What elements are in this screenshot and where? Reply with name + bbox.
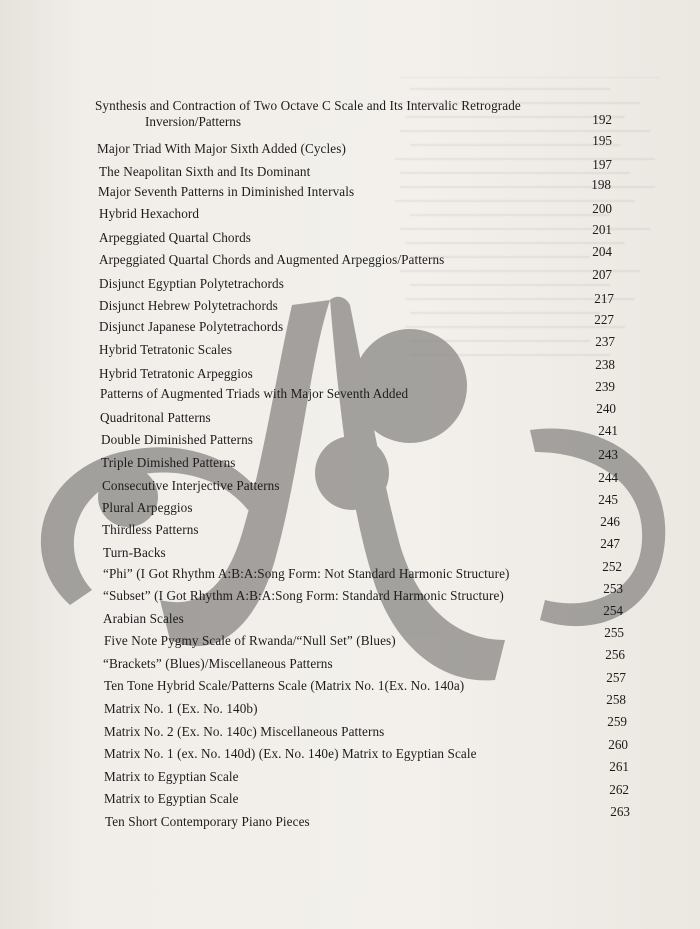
toc-entry bbox=[99, 366, 253, 382]
toc-page-number: 263 bbox=[610, 804, 630, 819]
toc-entry bbox=[99, 230, 251, 246]
toc-page-number: 207 bbox=[592, 267, 612, 282]
toc-page-number: 195 bbox=[592, 133, 612, 148]
toc-page-number: 260 bbox=[608, 737, 628, 752]
toc-entry bbox=[101, 455, 236, 471]
toc-entry-title: Arpeggiated Quartal Chords and Augmented Arpeggios/Patterns bbox=[99, 252, 445, 267]
toc-entry bbox=[103, 656, 333, 672]
toc-entry-title: “Phi” (I Got Rhythm A:B:A:Song Form: Not Standard Harmonic Structure) bbox=[103, 566, 510, 581]
toc-entry-title: Hybrid Hexachord bbox=[99, 206, 200, 221]
toc-page-number: 261 bbox=[609, 759, 629, 774]
toc-page-number: 217 bbox=[594, 291, 614, 306]
toc-entry-title: Matrix No. 1 (Ex. No. 140b) bbox=[104, 701, 258, 716]
toc-page-number: 243 bbox=[598, 447, 618, 462]
toc-entry-title: Ten Short Contemporary Piano Pieces bbox=[105, 814, 310, 829]
toc-page-number: 244 bbox=[598, 470, 618, 485]
toc-entry bbox=[99, 342, 232, 358]
toc-page-number: 245 bbox=[598, 492, 618, 507]
toc-entry-title: Hybrid Tetratonic Arpeggios bbox=[99, 366, 253, 381]
toc-page-number: 238 bbox=[595, 357, 615, 372]
toc-entry bbox=[97, 141, 346, 157]
toc-entry bbox=[104, 746, 477, 762]
toc-page-number: 192 bbox=[592, 112, 612, 127]
toc-entry-title: Matrix to Egyptian Scale bbox=[104, 791, 239, 806]
toc-page-number: 253 bbox=[603, 581, 623, 596]
toc-entry-title: Disjunct Egyptian Polytetrachords bbox=[99, 276, 284, 291]
toc-entry bbox=[104, 791, 239, 807]
toc-page-number: 240 bbox=[596, 401, 616, 416]
toc-page-number: 254 bbox=[603, 603, 623, 618]
toc-page-number: 198 bbox=[591, 177, 611, 192]
toc-entry-title: Triple Dimished Patterns bbox=[101, 455, 236, 470]
toc-entry bbox=[104, 633, 396, 649]
toc-entry-title: Ten Tone Hybrid Scale/Patterns Scale (Matrix No. 1(Ex. No. 140a) bbox=[104, 678, 465, 693]
toc-page-number: 200 bbox=[592, 201, 612, 216]
toc-entry-title: “Subset” (I Got Rhythm A:B:A:Song Form: Standard Harmonic Structure) bbox=[103, 588, 504, 603]
toc-page-number: 252 bbox=[602, 559, 622, 574]
toc-page-number: 262 bbox=[609, 782, 629, 797]
toc-entry-subtitle: Inversion/Patterns bbox=[145, 114, 241, 129]
toc-entry bbox=[99, 164, 310, 180]
toc-page-number: 246 bbox=[600, 514, 620, 529]
toc-entry bbox=[105, 814, 310, 830]
toc-entry bbox=[102, 500, 193, 516]
toc-entry-title: Matrix No. 1 (ex. No. 140d) (Ex. No. 140e) Matrix to Egyptian Scale bbox=[104, 746, 477, 761]
toc-page-number: 257 bbox=[606, 670, 626, 685]
toc-entry bbox=[104, 678, 464, 694]
toc-entry bbox=[99, 276, 284, 292]
toc-entry-title: Plural Arpeggios bbox=[102, 500, 193, 515]
toc-entry-title: Disjunct Hebrew Polytetrachords bbox=[99, 298, 278, 313]
toc-entry-title: Matrix No. 2 (Ex. No. 140c) Miscellaneous Patterns bbox=[104, 724, 385, 739]
toc-entry-title: Major Seventh Patterns in Diminished Intervals bbox=[98, 184, 355, 199]
toc-entry bbox=[104, 724, 384, 740]
toc-entry bbox=[101, 432, 253, 448]
toc-entry-title: Thirdless Patterns bbox=[102, 522, 199, 537]
toc-entry bbox=[98, 184, 354, 200]
toc-page-number: 259 bbox=[607, 714, 627, 729]
toc-page-number: 227 bbox=[594, 312, 614, 327]
toc-page-number: 255 bbox=[604, 625, 624, 640]
toc-page-number: 239 bbox=[595, 379, 615, 394]
toc-page-number: 258 bbox=[606, 692, 626, 707]
toc-entry-title: Consecutive Interjective Patterns bbox=[102, 478, 280, 493]
toc-entry bbox=[100, 386, 408, 402]
toc-page-number: 201 bbox=[592, 222, 612, 237]
toc-entry-title: Synthesis and Contraction of Two Octave C Scale and Its Intervalic Retrograde bbox=[95, 98, 521, 113]
toc-entry bbox=[95, 98, 521, 130]
toc-entry bbox=[99, 319, 283, 335]
toc-entry bbox=[103, 545, 166, 561]
toc-entry-title: Patterns of Augmented Triads with Major Seventh Added bbox=[100, 386, 409, 401]
toc-entry bbox=[102, 522, 199, 538]
toc-entry bbox=[100, 410, 211, 426]
toc-entry bbox=[104, 769, 239, 785]
toc-entry bbox=[103, 566, 510, 582]
toc-page-number: 197 bbox=[592, 157, 612, 172]
toc-entry-title: The Neapolitan Sixth and Its Dominant bbox=[99, 164, 311, 179]
toc-page-number: 247 bbox=[600, 536, 620, 551]
toc-entry-title: Turn-Backs bbox=[103, 545, 166, 560]
toc-entry bbox=[103, 588, 504, 604]
toc-entry-title: Hybrid Tetratonic Scales bbox=[99, 342, 233, 357]
toc-entry-title: Five Note Pygmy Scale of Rwanda/“Null Set” (Blues) bbox=[104, 633, 396, 648]
toc-entry bbox=[103, 611, 184, 627]
toc-entry-title: Arabian Scales bbox=[103, 611, 184, 626]
toc-page-number: 204 bbox=[592, 244, 612, 259]
toc-entry bbox=[99, 298, 278, 314]
toc-entry-title: Major Triad With Major Sixth Added (Cycles) bbox=[97, 141, 346, 156]
toc-entry bbox=[102, 478, 280, 494]
toc-page-number: 237 bbox=[595, 334, 615, 349]
toc-page-number: 241 bbox=[598, 423, 618, 438]
toc-entry-title: “Brackets” (Blues)/Miscellaneous Patterns bbox=[103, 656, 333, 671]
toc-entry bbox=[99, 206, 199, 222]
toc-entry-title: Disjunct Japanese Polytetrachords bbox=[99, 319, 284, 334]
toc-entry bbox=[104, 701, 258, 717]
toc-entry-title: Matrix to Egyptian Scale bbox=[104, 769, 239, 784]
toc-entry bbox=[99, 252, 444, 268]
toc-entry-title: Double Diminished Patterns bbox=[101, 432, 254, 447]
toc-page-number: 256 bbox=[605, 647, 625, 662]
toc-entry-title: Arpeggiated Quartal Chords bbox=[99, 230, 252, 245]
toc-entry-title: Quadritonal Patterns bbox=[100, 410, 211, 425]
